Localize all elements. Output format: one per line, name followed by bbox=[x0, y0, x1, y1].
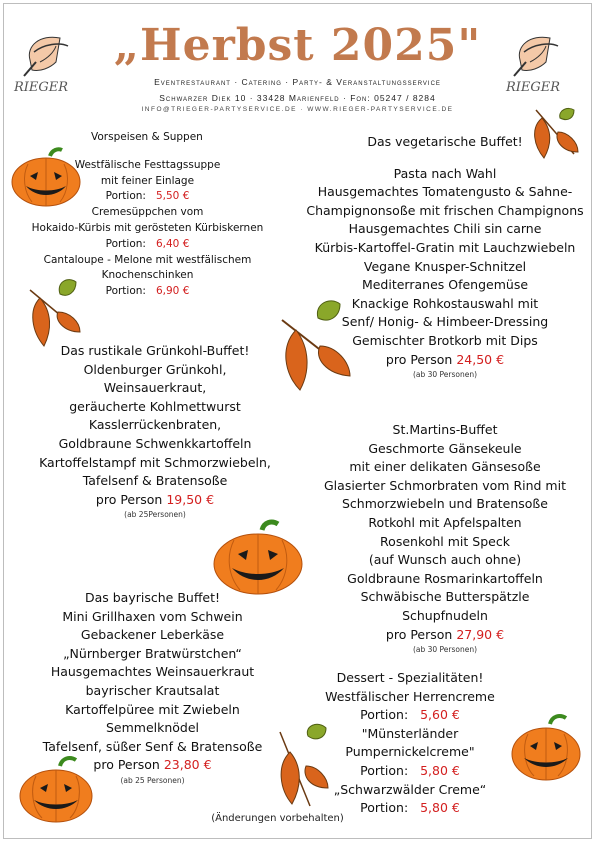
menu-line: Knackige Rohkostauswahl mit bbox=[351, 295, 539, 311]
menu-line: Kürbis-Kartoffel-Gratin mit Lauchzwiebeln bbox=[314, 239, 576, 255]
min-persons: (ab 25 Personen) bbox=[120, 775, 185, 785]
price: 27,90 € bbox=[456, 626, 505, 642]
section-title: Das vegetarische Buffet! bbox=[367, 134, 523, 149]
price-row: pro Person 19,50 € bbox=[95, 491, 215, 507]
menu-item-price-row: Portion: 6,40 € bbox=[105, 237, 190, 250]
header-contact: INFO@TRIEGER-PARTYSERVICE.DE · WWW.RIEGER-PARTYSERVICE.DE bbox=[141, 106, 454, 113]
menu-line: Schmorzwiebeln und Bratensoße bbox=[342, 496, 548, 512]
section-title: St.Martins-Buffet bbox=[392, 422, 498, 437]
menu-line: Oldenburger Grünkohl, bbox=[83, 361, 227, 377]
price: 6,90 € bbox=[155, 285, 190, 298]
section-title: Das rustikale Grünkohl-Buffet! bbox=[60, 343, 250, 358]
menu-item-price-row: Portion: 5,50 € bbox=[105, 190, 190, 203]
section-title: Vorspeisen & Suppen bbox=[91, 131, 203, 143]
menu-line: „Schwarzwälder Creme“ bbox=[333, 781, 487, 797]
header-services: Eventrestaurant · Catering · Party- & Veranstaltungsservice bbox=[154, 77, 441, 87]
menu-line: Tafelsenf & Bratensoße bbox=[82, 473, 228, 489]
header-address: Schwarzer Diek 10 · 33428 Marienfeld · Fon: 05247 / 8284 bbox=[159, 93, 436, 103]
menu-line: (auf Wunsch auch ohne) bbox=[368, 552, 522, 568]
page-title: „Herbst 2025" bbox=[113, 20, 482, 71]
menu-line: Rosenkohl mit Speck bbox=[380, 533, 510, 549]
menu-line: Pumpernickelcreme" bbox=[345, 744, 475, 760]
bayrisch-section bbox=[0, 589, 305, 786]
min-persons: (ab 30 Personen) bbox=[412, 370, 478, 380]
price-row: Portion: 5,80 € bbox=[360, 800, 460, 816]
menu-line: Kartoffelstampf mit Schmorzwiebeln, bbox=[39, 454, 271, 470]
menu-line: geräucherte Kohlmettwurst bbox=[69, 398, 241, 414]
price: 19,50 € bbox=[166, 491, 215, 507]
menu-line: Geschmorte Gänsekeule bbox=[368, 440, 522, 456]
section-title: Dessert - Spezialitäten! bbox=[336, 670, 484, 685]
menu-line: "Münsterländer bbox=[361, 725, 459, 741]
menu-line: Tafelsenf, süßer Senf & Bratensoße bbox=[42, 738, 263, 754]
menu-line: Vegane Knusper-Schnitzel bbox=[363, 258, 527, 274]
menu-item-price-row: Portion: 6,90 € bbox=[105, 285, 190, 298]
menu-item-name: Cremesüppchen vom bbox=[91, 206, 204, 219]
menu-line: bayrischer Krautsalat bbox=[85, 682, 220, 698]
vegetarisch-section bbox=[300, 133, 590, 380]
price-row: pro Person 24,50 € bbox=[385, 351, 505, 367]
gruenkohl-section bbox=[0, 342, 310, 520]
menu-line: Mini Grillhaxen vom Schwein bbox=[62, 608, 243, 624]
menu-line: Pasta nach Wahl bbox=[393, 165, 497, 181]
brand-right: RIEGER bbox=[506, 80, 561, 95]
price: 5,50 € bbox=[155, 190, 190, 203]
price: 5,80 € bbox=[420, 800, 460, 816]
menu-line: „Nürnberger Bratwürstchen“ bbox=[63, 645, 242, 661]
dessert-section bbox=[310, 669, 510, 818]
menu-line: Hausgemachtes Weinsauerkraut bbox=[50, 664, 255, 680]
min-persons: (ab 30 Personen) bbox=[412, 645, 478, 655]
price-row: Portion: 5,60 € bbox=[360, 707, 460, 723]
menu-line: Schwäbische Butterspätzle bbox=[360, 589, 530, 605]
menu-line: Champignonsoße mit frischen Champignons bbox=[306, 202, 584, 218]
price: 5,60 € bbox=[420, 707, 460, 723]
menu-item-name: Hokaido-Kürbis mit gerösteten Kürbiskernen bbox=[31, 221, 264, 234]
menu-line: Senf/ Honig- & Himbeer-Dressing bbox=[341, 314, 549, 330]
vorspeisen-section bbox=[0, 130, 295, 300]
price-row: pro Person 23,80 € bbox=[93, 757, 212, 773]
menu-line: Gemischter Brotkorb mit Dips bbox=[352, 332, 538, 348]
min-persons: (ab 25Personen) bbox=[124, 510, 186, 520]
price: 5,80 € bbox=[420, 762, 460, 778]
menu-line: Glasierter Schmorbraten vom Rind mit bbox=[324, 477, 566, 493]
menu-item-name: Knochenschinken bbox=[101, 269, 194, 282]
menu-line: Kasslerrückenbraten, bbox=[88, 417, 222, 433]
menu-line: Rotkohl mit Apfelspalten bbox=[368, 514, 522, 530]
section-title: Das bayrische Buffet! bbox=[84, 590, 221, 605]
price: 23,80 € bbox=[163, 757, 212, 773]
menu-line: Mediterranes Ofengemüse bbox=[361, 277, 529, 293]
menu-line: Westfälischer Herrencreme bbox=[325, 688, 495, 704]
menu-line: Semmelknödel bbox=[105, 720, 200, 736]
menu-line: Schupfnudeln bbox=[402, 607, 488, 623]
menu-line: Gebackener Leberkäse bbox=[80, 627, 225, 643]
menu-line: Kartoffelpüree mit Zwiebeln bbox=[65, 701, 240, 717]
price-row: pro Person 27,90 € bbox=[385, 626, 505, 642]
menu-line: mit einer delikaten Gänsesoße bbox=[349, 459, 541, 475]
menu-item-name: mit feiner Einlage bbox=[100, 174, 195, 187]
menu-item-name: Westfälische Festtagssuppe bbox=[74, 158, 221, 171]
pumpkin-bottom-right-icon bbox=[508, 712, 586, 782]
brand-left: RIEGER bbox=[14, 80, 69, 95]
footer-note: (Änderungen vorbehalten) bbox=[211, 813, 344, 824]
menu-item-name: Cantaloupe - Melone mit westfälischem bbox=[43, 253, 252, 266]
martins-section bbox=[300, 421, 590, 655]
price: 24,50 € bbox=[456, 351, 505, 367]
menu-line: Goldbraune Schwenkkartoffeln bbox=[58, 435, 252, 451]
price-row: Portion: 5,80 € bbox=[360, 762, 460, 778]
pumpkin-center-icon bbox=[210, 518, 308, 596]
price: 6,40 € bbox=[155, 237, 190, 250]
menu-line: Hausgemachtes Chili sin carne bbox=[348, 221, 542, 237]
menu-line: Weinsauerkraut, bbox=[103, 380, 207, 396]
menu-line: Hausgemachtes Tomatengusto & Sahne- bbox=[317, 184, 573, 200]
menu-line: Goldbraune Rosmarinkartoffeln bbox=[347, 570, 543, 586]
